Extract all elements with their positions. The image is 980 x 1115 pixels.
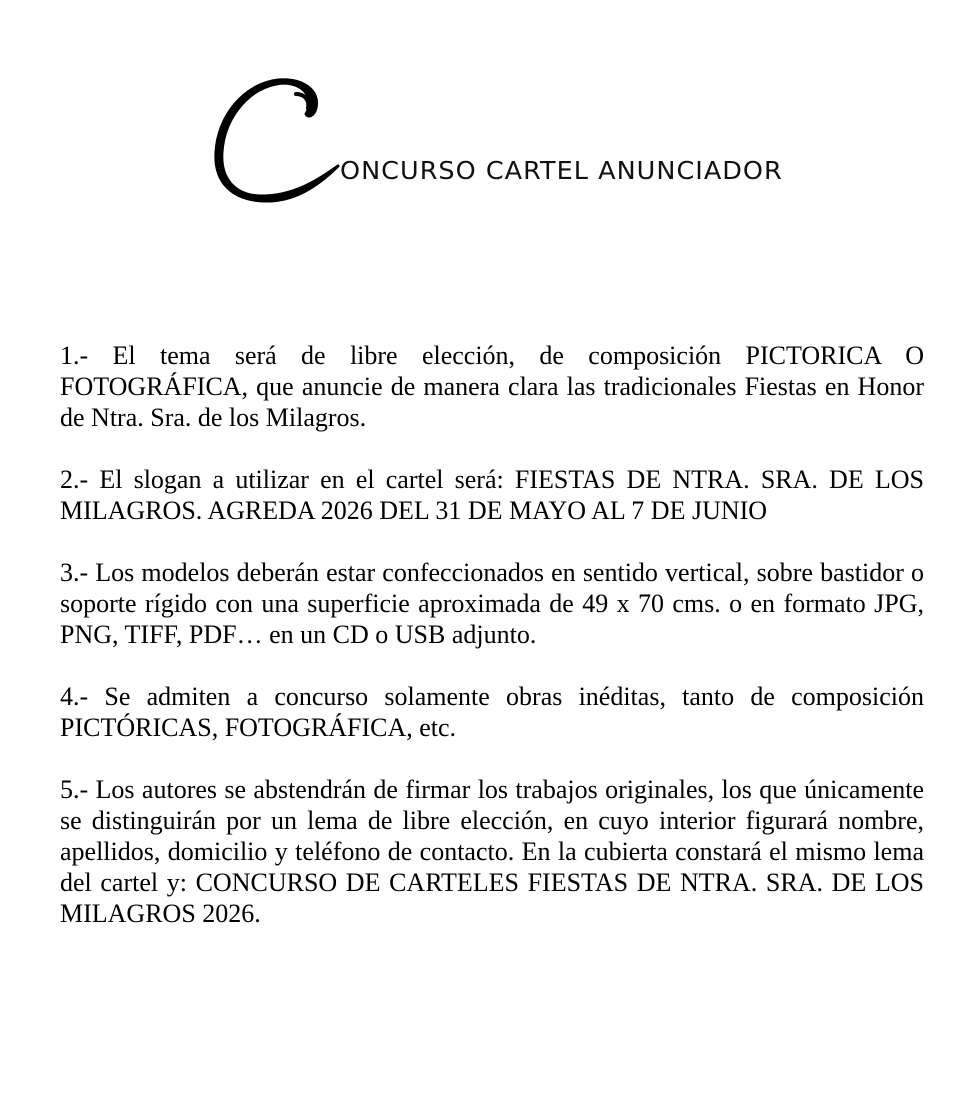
rule-2: 2.- El slogan a utilizar en el cartel será: FIESTAS DE NTRA. SRA. DE LOS MILAGROS. AGREDA 2026 DEL 31 DE MAYO AL 7 DE JUNIO (60, 465, 924, 525)
rule-5: 5.- Los autores se abstendrán de firmar los trabajos originales, los que únicamente se distinguirán por un lema de libre elección, en cuyo interior figurará nombre, apellidos, domicilio y teléfono de contacto. En la cubierta constará el mismo lema del cartel y: CONCURSO DE CARTELES FIESTAS DE NTRA. SRA. DE LOS MILAGROS 2026. (60, 775, 924, 928)
rule-1: 1.- El tema será de libre elección, de composición PICTORICA O FOTOGRÁFICA, que anuncie de manera clara las tradicionales Fiestas en Honor de Ntra. Sra. de los Milagros. (60, 341, 924, 432)
title-text: ONCURSO CARTEL ANUNCIADOR (340, 156, 783, 185)
rule-3: 3.- Los modelos deberán estar confeccionados en sentido vertical, sobre bastidor o soporte rígido con una superficie aproximada de 49 x 70 cms. o en formato JPG, PNG, TIFF, PDF… en un CD o USB adjunto. (60, 558, 924, 649)
document-title (212, 78, 902, 208)
title-initial-letter-c (212, 78, 347, 203)
rule-4: 4.- Se admiten a concurso solamente obras inéditas, tanto de composición PICTÓRICAS, FOTOGRÁFICA, etc. (60, 682, 924, 742)
rules-list (60, 340, 924, 960)
